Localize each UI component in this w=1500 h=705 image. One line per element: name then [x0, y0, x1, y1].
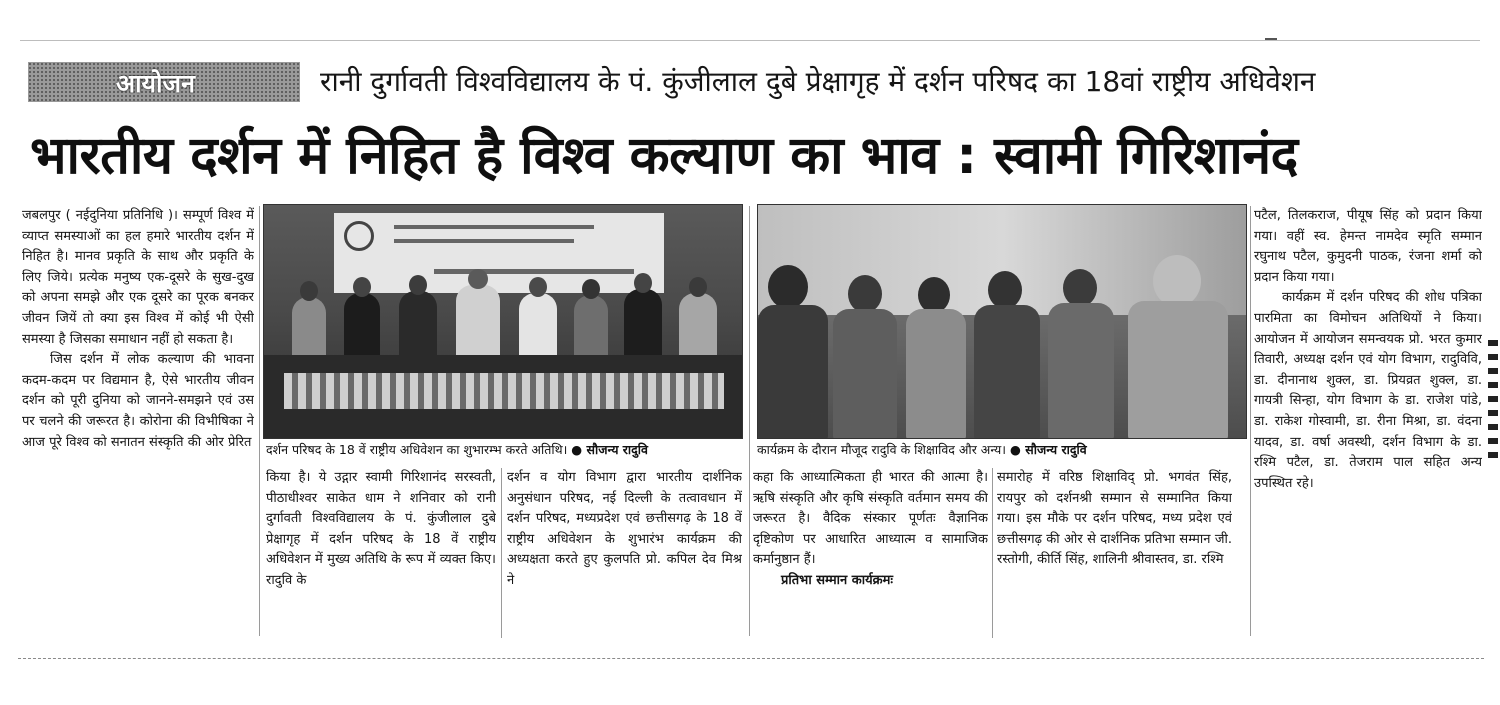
paragraph: दर्शन व योग विभाग द्वारा भारतीय दार्शनिक अनुसंधान परिषद, नई दिल्ली के तत्वावधान में दर्शन परिषद, मध्यप्रदेश एवं छत्तीसगढ़ के 18 वें राष्ट्रीय अधिवेशन के शुभारंभ कार्यक्रम की अध्यक्षता करते हुए कुलपति प्रो. कपिल देव मिश्र ने: [507, 470, 742, 588]
column-divider: [259, 206, 260, 636]
column-divider: [1250, 206, 1251, 636]
bottom-rule: [18, 658, 1484, 659]
article-column-5: [997, 468, 1232, 638]
column-divider: [501, 468, 502, 638]
paragraph: समारोह में वरिष्ठ शिक्षाविद् प्रो. भगवंत सिंह, रायपुर को दर्शनश्री सम्मान से सम्मानित किया गया। इस मौके पर दर्शन परिषद, मध्य प्रदेश एवं छत्तीसगढ़ की ओर से दार्शनिक प्रतिभा सम्मान जी. रस्तोगी, कीर्ति सिंह, शालिनी श्रीवास्तव, डा. रश्मि: [997, 470, 1232, 568]
audience-photo: [757, 204, 1247, 439]
kicker-badge: [28, 62, 300, 102]
paragraph: जबलपुर ( नईदुनिया प्रतिनिधि )। सम्पूर्ण विश्व में व्याप्त समस्याओं का हल हमारे भारतीय दर्शन में निहित है। मानव प्रकृति के साथ और प्रकृति के लिए जिये। प्रत्येक मनुष्य एक-दूसरे के सुख-दुख को अपना समझे और एक दूसरे का पूरक बनकर जीवन जियें तो क्या इस विश्व में कोई भी ऐसी समस्या है जिसका समाधान नहीं हो सकता है।: [22, 208, 254, 347]
article-column-6: [1254, 206, 1482, 634]
article-column-2: [266, 468, 496, 638]
caption-text: दर्शन परिषद के 18 वें राष्ट्रीय अधिवेशन का शुभारम्भ करते अतिथि।: [266, 442, 568, 457]
caption-credit: ● सौजन्य रादुवि: [1010, 442, 1087, 457]
column-divider: [749, 206, 750, 636]
stage-banner: [334, 213, 664, 293]
edge-dash: [1265, 38, 1277, 40]
headline: भारतीय दर्शन में निहित है विश्व कल्याण का भाव : स्वामी गिरिशानंद: [30, 126, 1298, 186]
photo-caption-2: [757, 441, 1247, 459]
photo-caption-1: [266, 441, 744, 459]
paragraph: जिस दर्शन में लोक कल्याण की भावना कदम-कदम पर विद्यमान है, ऐसे भारतीय जीवन दर्शन को पूरी दुनिया को जानने-समझने एवं उस पर चलने की जरूरत है। कोरोना की विभीषिका ने आज पूरे विश्व को सनातन संस्कृति की ओर प्रेरित: [22, 352, 254, 450]
top-rule: [20, 40, 1480, 41]
caption-text: कार्यक्रम के दौरान मौजूद रादुवि के शिक्षाविद और अन्य।: [757, 442, 1007, 457]
paragraph: किया है। ये उद्गार स्वामी गिरिशानंद सरस्वती, पीठाधीश्वर साकेत धाम ने शनिवार को रानी दुर्गावती विश्वविद्यालय के पं. कुंजीलाल दुबे प्रेक्षागृह में दर्शन परिषद के 18 वें राष्ट्रीय अधिवेशन में मुख्य अतिथि के रूप में व्यक्त किए। रादुवि के: [266, 470, 496, 588]
flower-decoration: [284, 373, 724, 409]
column-divider: [992, 468, 993, 638]
kicker-badge-label: आयोजन: [116, 69, 195, 98]
university-emblem-icon: [344, 221, 374, 251]
paragraph: पटैल, तिलकराज, पीयूष सिंह को प्रदान किया गया। वहीं स्व. हेमन्त नामदेव स्मृति सम्मान रघुनाथ पटैल, कुमुदनी पाठक, रंजना शर्मा को प्रदान किया गया।: [1254, 208, 1482, 285]
paragraph: कहा कि आध्यात्मिकता ही भारत की आत्मा है। ऋषि संस्कृति और कृषि संस्कृति वर्तमान समय की जरूरत है। वैदिक संस्कार पूर्णतः वैज्ञानिक दृष्टिकोण पर आधारित आध्यात्म व सामाजिक कर्मानुष्ठान हैं।: [753, 470, 988, 568]
scan-edge-marks: [1488, 340, 1498, 460]
subheading: प्रतिभा सम्मान कार्यक्रमः: [781, 572, 894, 588]
article-column-4: [753, 468, 988, 638]
caption-credit: ● सौजन्य रादुवि: [571, 442, 648, 457]
event-stage-photo: [263, 204, 743, 439]
stage-front: [264, 355, 743, 439]
article-column-1: [22, 206, 254, 634]
paragraph: कार्यक्रम में दर्शन परिषद की शोध पत्रिका पारमिता का विमोचन अतिथियों ने किया। आयोजन में आयोजन समन्वयक प्रो. भरत कुमार तिवारी, अध्यक्ष दर्शन एवं योग विभाग, रादुविवि, डा. दीनानाथ शुक्ल, डा. प्रियव्रत शुक्ल, डा. गायत्री सिन्हा, योग विभाग के डा. राजेश पांडे, डा. राकेश गोस्वामी, डा. रीना मिश्रा, डा. वंदना यादव, डा. वर्षा अवस्थी, दर्शन विभाग के डा. रश्मि पटैल, डा. तेजराम पाल सहित अन्य उपस्थित रहे।: [1254, 290, 1482, 491]
kicker-line: रानी दुर्गावती विश्वविद्यालय के पं. कुंजीलाल दुबे प्रेक्षागृह में दर्शन परिषद का 18वां राष्ट्रीय अधिवेशन: [320, 65, 1316, 98]
article-column-3: [507, 468, 742, 638]
